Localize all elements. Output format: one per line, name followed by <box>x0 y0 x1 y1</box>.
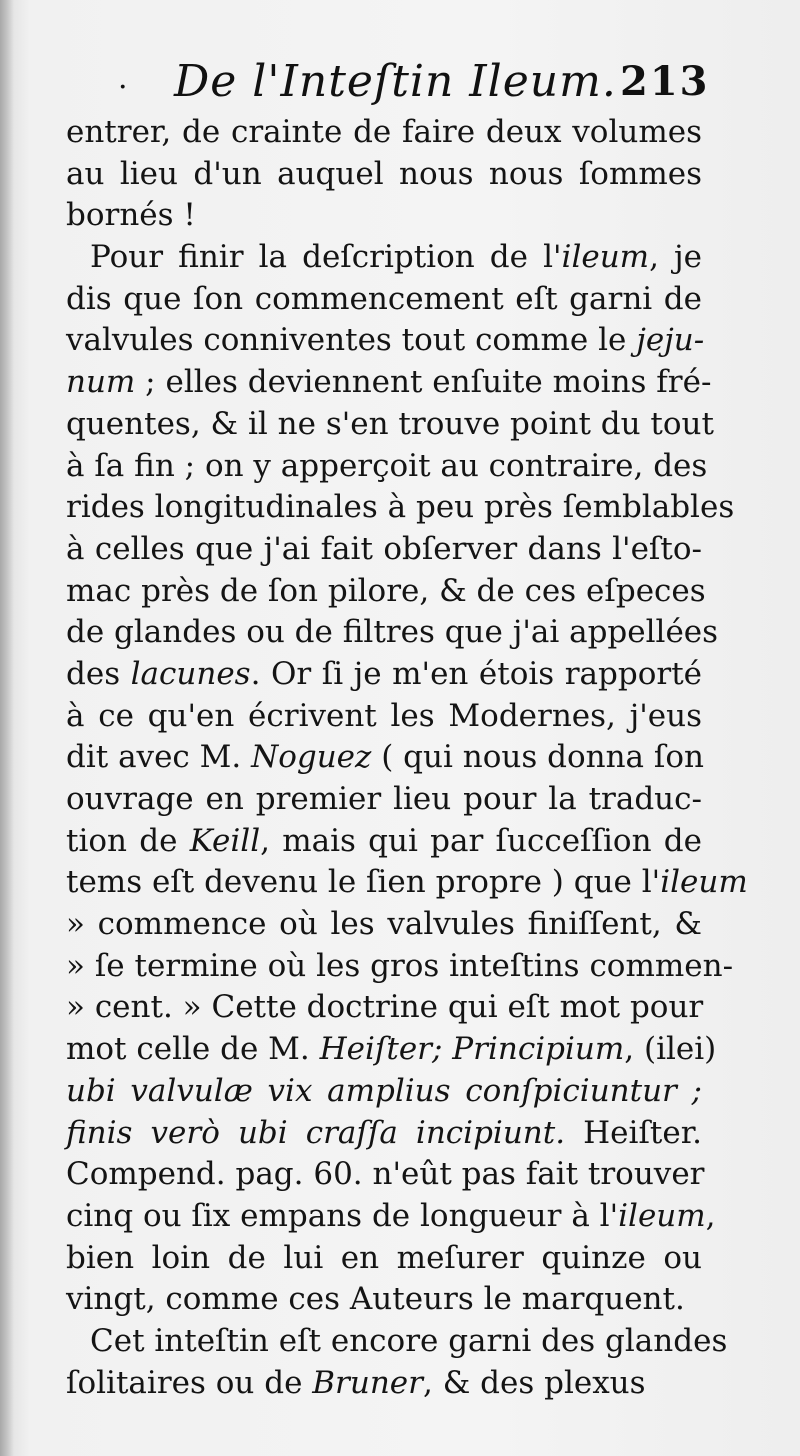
italic-text: ileum <box>660 864 748 901</box>
text-line <box>66 195 702 237</box>
text-segment: à ſa fin ; on y apperçoit au contraire, des <box>66 447 708 484</box>
text-line <box>66 1279 702 1321</box>
text-segment: au lieu d'un auquel nous nous ſommes <box>66 155 702 192</box>
text-segment: rides longitudinales à peu près ſemblables <box>66 489 735 526</box>
text-line <box>66 696 702 738</box>
italic-text: ileum <box>561 239 650 276</box>
italic-text: Noguez <box>251 739 372 776</box>
text-segment: dis que ſon commencement eſt garni de <box>66 280 702 317</box>
text-line <box>66 571 706 613</box>
text-segment: des <box>66 655 131 692</box>
header-dot: · <box>118 70 128 105</box>
page-gutter-shadow <box>0 0 14 1456</box>
text-segment: ( qui nous donna ſon <box>371 739 704 776</box>
italic-text: Keill <box>189 822 261 859</box>
text-segment: mot celle de M. <box>66 1031 320 1068</box>
text-segment: . Or ſi je m'en étois rapporté <box>250 655 703 692</box>
text-line <box>66 320 705 362</box>
text-line <box>66 237 702 279</box>
text-segment: , <box>705 1197 716 1234</box>
text-line <box>66 112 702 154</box>
text-line <box>66 862 748 904</box>
italic-text: ubi valvulæ vix amplius conſpiciuntur ; <box>66 1072 702 1109</box>
text-line <box>66 529 702 571</box>
text-segment: à celles que j'ai fait obſerver dans l'eſto- <box>66 530 702 567</box>
text-segment: Compend. pag. 60. n'eût pas fait trouver <box>66 1156 705 1193</box>
text-line <box>66 987 702 1029</box>
text-line <box>66 446 708 488</box>
text-segment: , & des plexus <box>422 1364 646 1401</box>
text-line <box>66 1029 717 1071</box>
text-segment: à ce qu'en écrivent les Modernes, j'eus <box>66 697 702 734</box>
text-line <box>66 779 702 821</box>
italic-text: num <box>66 364 136 401</box>
text-line <box>66 279 702 321</box>
text-line <box>66 1113 702 1155</box>
text-segment: ; elles deviennent enſuite moins fré- <box>135 364 712 401</box>
text-segment: quentes, & il ne s'en trouve point du tout <box>66 405 714 442</box>
text-segment: , (ilei) <box>624 1031 717 1068</box>
text-line <box>66 904 702 946</box>
text-line <box>66 487 735 529</box>
italic-text: Bruner <box>312 1364 423 1401</box>
text-segment: mac près de ſon pilore, & de ces eſpeces <box>66 572 706 609</box>
italic-text: Heiſter; Principium <box>319 1031 625 1068</box>
text-line <box>66 737 702 779</box>
text-line <box>66 404 714 446</box>
text-segment: ſolitaires ou de <box>66 1364 313 1401</box>
italic-text: ileum <box>618 1197 706 1234</box>
text-line <box>66 821 702 863</box>
text-segment: dit avec M. <box>66 739 252 776</box>
text-segment: » cent. » Cette doctrine qui eſt mot pour <box>66 989 704 1026</box>
text-segment: de glandes ou de filtres que j'ai appellées <box>66 614 719 651</box>
text-line <box>66 654 702 696</box>
text-segment: Cet inteſtin eſt encore garni des glandes <box>90 1322 728 1359</box>
text-segment: , je <box>649 239 703 276</box>
text-segment: bornés ! <box>66 197 196 234</box>
text-segment: cinq ou ſix empans de longueur à l' <box>66 1197 619 1234</box>
text-segment: , mais qui par ſucceſſion de <box>260 822 702 859</box>
text-line <box>66 946 734 988</box>
text-line <box>66 154 702 196</box>
text-segment: » commence où les valvules finiſſent, & <box>66 906 702 943</box>
text-segment: tion de <box>66 822 190 859</box>
text-line <box>66 1196 716 1238</box>
body-text <box>66 112 748 1404</box>
text-segment: ouvrage en premier lieu pour la traduc- <box>66 781 702 817</box>
page-number: 213 <box>620 58 710 105</box>
text-segment: Pour finir la deſcription de l' <box>90 239 562 276</box>
text-segment: bien loin de lui en meſurer quinze ou <box>66 1239 702 1276</box>
italic-text: finis verò ubi craſſa incipiunt. <box>66 1114 566 1151</box>
text-line <box>66 1321 728 1363</box>
text-segment: tems eſt devenu le ſien propre ) que l' <box>66 864 661 901</box>
running-title: De l'Inteſtin Ileum. <box>174 56 617 107</box>
text-line <box>66 1154 705 1196</box>
italic-text: jeju- <box>636 322 705 359</box>
text-line <box>66 1238 702 1280</box>
text-line <box>66 612 719 654</box>
text-line <box>66 1363 702 1405</box>
text-line <box>66 1071 702 1113</box>
text-segment: » ſe termine où les gros inteſtins commen- <box>66 947 734 984</box>
text-segment: valvules conniventes tout comme le <box>66 322 637 359</box>
text-segment: Heiſter. <box>565 1114 702 1151</box>
italic-text: lacunes <box>130 655 251 692</box>
text-line <box>66 362 712 404</box>
text-segment: vingt, comme ces Auteurs le marquent. <box>66 1281 685 1318</box>
running-header <box>0 56 800 108</box>
text-segment: entrer, de crainte de faire deux volumes <box>66 114 702 150</box>
